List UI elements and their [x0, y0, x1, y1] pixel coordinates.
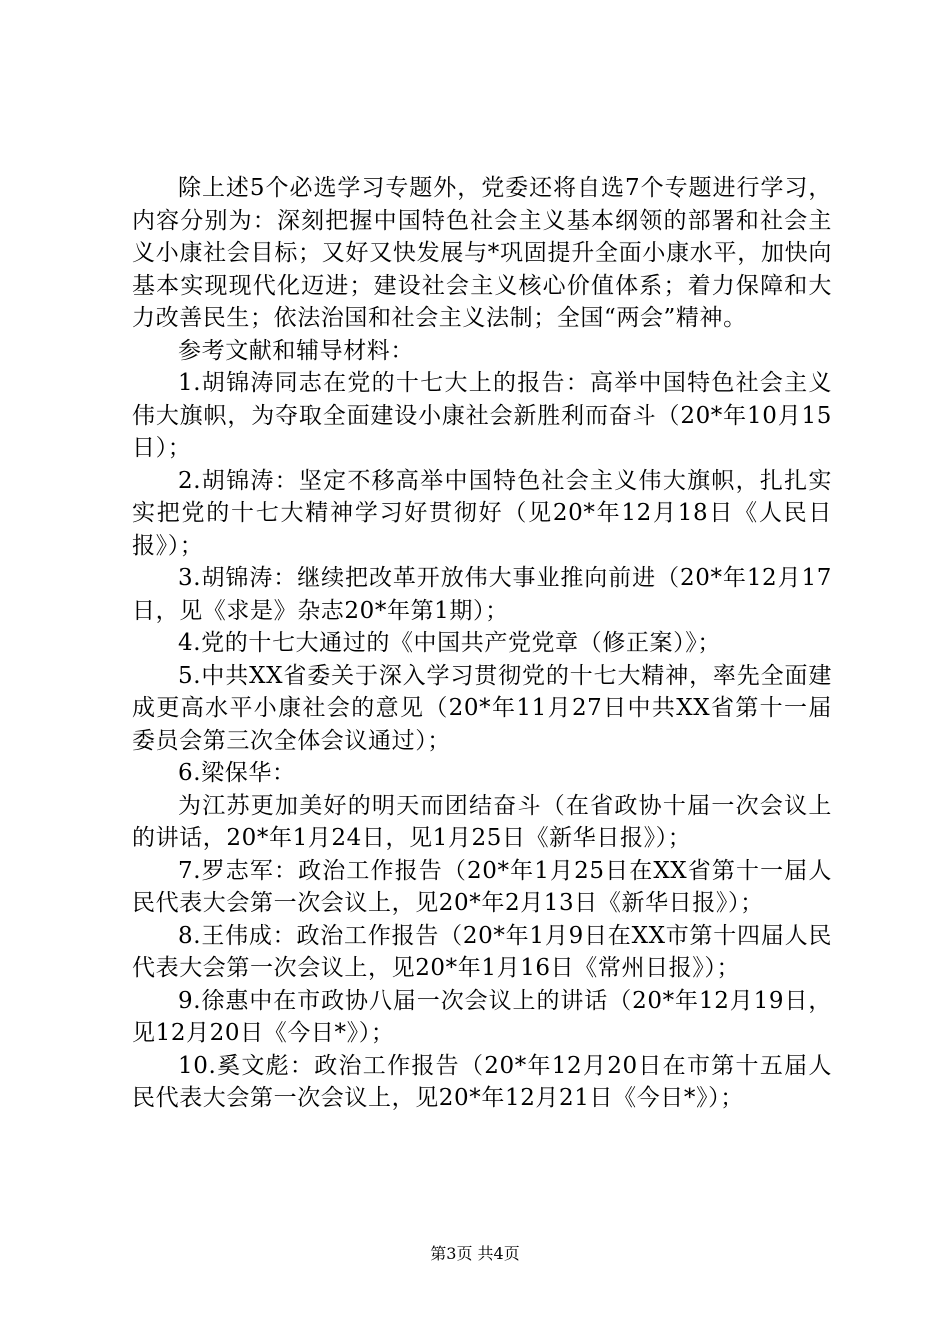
reference-item-5: 5.中共XX省委关于深入学习贯彻党的十七大精神，率先全面建成更高水平小康社会的意见（20*年11月27日中共XX省第十一届委员会第三次全体会议通过）； — [132, 662, 832, 754]
reference-item-8: 8.王伟成：政治工作报告（20*年1月9日在XX市第十四届人民代表大会第一次会议上，见20*年1月16日《常州日报》）； — [132, 922, 832, 981]
reference-item-6: 6.梁保华： — [178, 760, 296, 786]
reference-item-1: 1.胡锦涛同志在党的十七大上的报告：高举中国特色社会主义伟大旗帜，为夺取全面建设小康社会新胜利而奋斗（20*年10月15日）； — [132, 370, 832, 461]
page-number-footer: 第3页 共4页 — [430, 1244, 520, 1263]
paragraph-references-heading: 参考文献和辅导材料： — [178, 337, 414, 364]
reference-item-6-title: 为江苏更加美好的明天而团结奋斗（在省政协十届一次会议上的讲话，20*年1月24日，见1月25日《新华日报》）； — [132, 792, 832, 851]
paragraph-topics: 除上述5个必选学习专题外，党委还将自选7个专题进行学习，内容分别为：深刻把握中国特色社会主义基本纲领的部署和社会主义小康社会目标；又好又快发展与*巩固提升全面小康水平，加快向基本实现现代化迈进；建设社会主义核心价值体系；着力保障和大力改善民生；依法治国和社会主义法制；全国“两会”精神。 — [132, 175, 832, 331]
reference-item-10: 10.奚文彪：政治工作报告（20*年12月20日在市第十五届人民代表大会第一次会议上，见20*年12月21日《今日*》）； — [132, 1052, 832, 1111]
reference-item-4: 4.党的十七大通过的《中国共产党党章（修正案）》； — [178, 630, 721, 656]
reference-item-9: 9.徐惠中在市政协八届一次会议上的讲话（20*年12月19日，见12月20日《今日*》）； — [132, 987, 833, 1046]
reference-item-2: 2.胡锦涛：坚定不移高举中国特色社会主义伟大旗帜，扎扎实实把党的十七大精神学习好贯彻好（见20*年12月18日《人民日报》）； — [132, 467, 832, 559]
document-body — [132, 172, 832, 1115]
reference-item-7: 7.罗志军：政治工作报告（20*年1月25日在XX省第十一届人民代表大会第一次会议上，见20*年2月13日《新华日报》）； — [132, 857, 832, 916]
reference-item-3: 3.胡锦涛：继续把改革开放伟大事业推向前进（20*年12月17日，见《求是》杂志20*年第1期）； — [132, 565, 833, 624]
